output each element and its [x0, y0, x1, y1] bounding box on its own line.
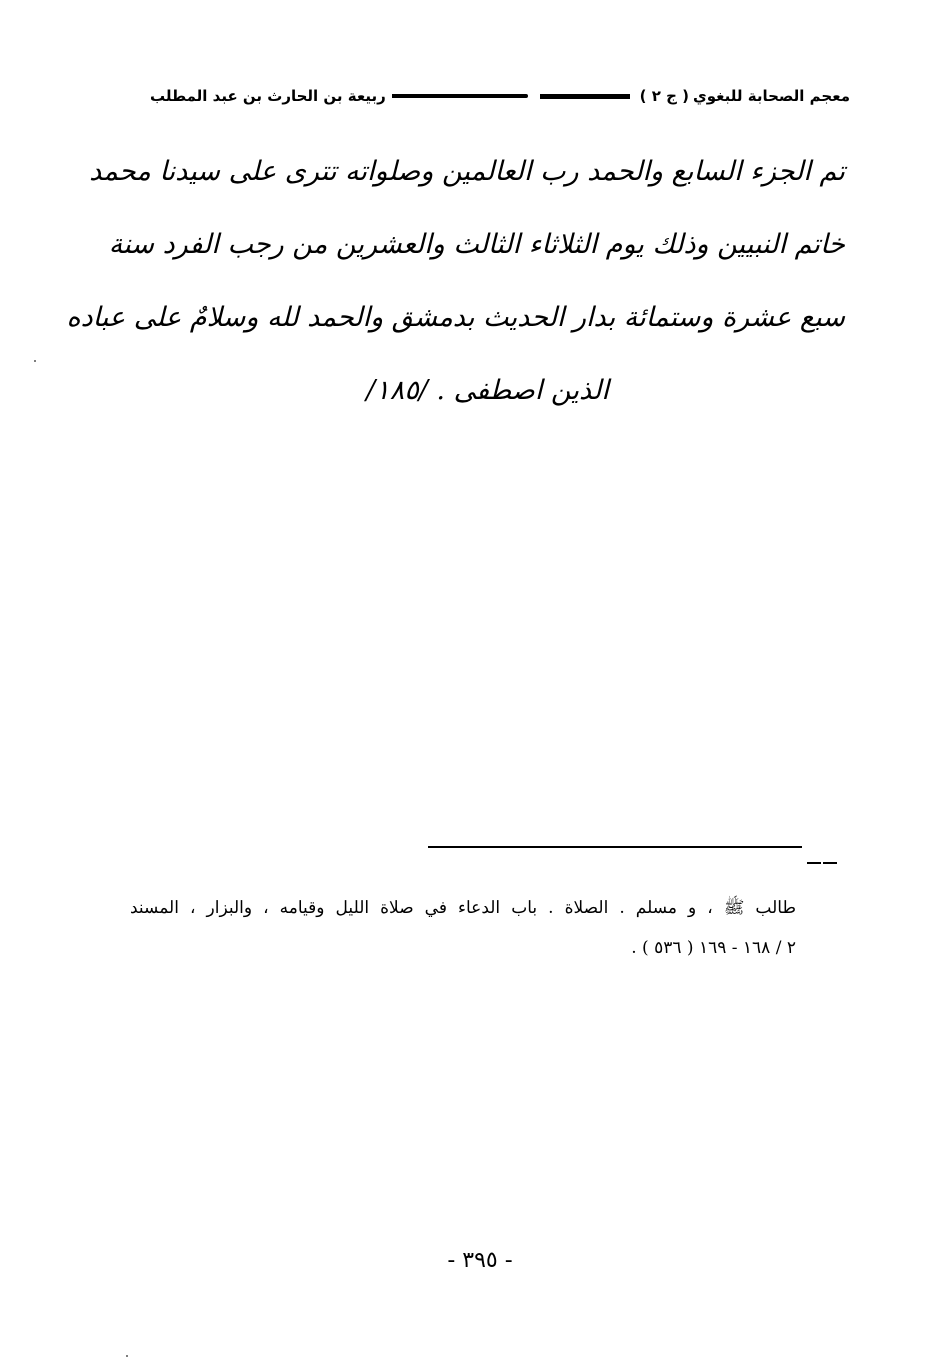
footnote [130, 888, 796, 968]
colophon-line: سبع عشرة وستمائة بدار الحديث بدمشق والحمد لله وسلامٌ على عباده [66, 302, 845, 333]
chapter-title: ربيعة بن الحارث بن عبد المطلب [150, 87, 386, 105]
scan-speck [126, 1355, 128, 1357]
colophon-line: خاتم النبيين وذلك يوم الثلاثاء الثالث والعشرين من رجب الفرد سنة [108, 229, 845, 260]
footnote-separator [428, 846, 802, 848]
header-rule-short [540, 94, 630, 99]
page-number: - ٣٩٥ - [447, 1248, 513, 1273]
running-header [150, 78, 850, 114]
scan-speck [34, 360, 36, 362]
footnote-line: ٢ / ١٦٨ - ١٦٩ ( ٥٣٦ ) . [631, 938, 796, 958]
book-title: معجم الصحابة للبغوي [693, 87, 850, 105]
colophon-line: تم الجزء السابع والحمد رب العالمين وصلواته تترى على سيدنا محمد [89, 156, 845, 187]
header-rule-long [392, 94, 528, 98]
footnote-line: طالب ﷺ ، و مسلم . الصلاة . باب الدعاء في صلاة الليل وقيامه ، والبزار ، المسند [130, 898, 796, 918]
footnote-marker [806, 852, 840, 861]
volume-label: ( ج ٢ ) [639, 87, 689, 105]
colophon-text [66, 135, 845, 427]
colophon-line: الذين اصطفى . /١٨٥/ [366, 375, 609, 406]
